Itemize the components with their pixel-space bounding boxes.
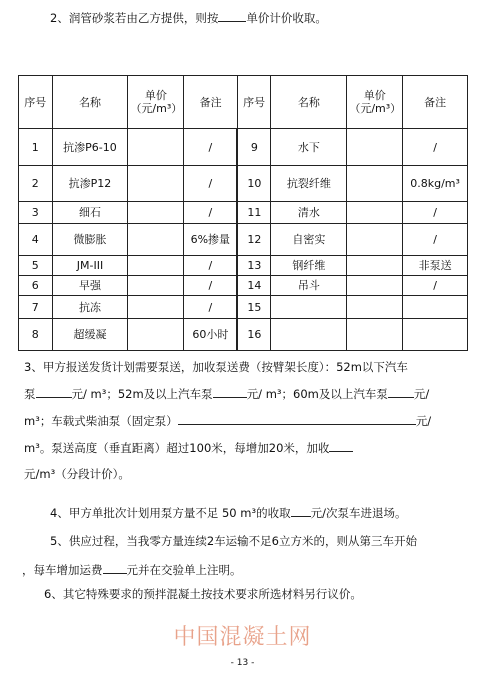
cell-no: 12 [237,224,271,256]
cell-price [347,276,403,296]
cell-remark: / [184,296,238,319]
intro-text-before: 2、润管砂浆若由乙方提供，则按 [50,11,219,25]
cell-price [347,129,403,166]
cell-price [128,224,184,256]
cell-no: 8 [19,319,53,351]
pump-text: 元/ [413,387,430,401]
cell-price [128,256,184,276]
cell-name: 吊斗 [271,276,347,296]
cell-remark: / [184,202,238,224]
cell-remark: / [184,166,238,202]
header-price: 单价（元/m³） [347,76,403,129]
pump-text: 元/m³（分段计价）。 [24,467,130,481]
header-remark: 备注 [403,76,468,129]
item4-text: 元/次泵车进退场。 [310,506,407,520]
cell-remark [403,319,468,351]
cell-no: 16 [237,319,271,351]
pump-text: 元/ m³；52m及以上汽车泵 [71,387,213,401]
header-name: 名称 [52,76,128,129]
header-name: 名称 [271,76,347,129]
intro-line [50,9,327,26]
cell-remark: / [184,129,238,166]
pump-text: 元/ [415,414,432,428]
cell-remark: 0.8kg/m³ [403,166,468,202]
cell-name: 抗冻 [52,296,128,319]
item4-line [50,504,406,521]
pump-text: m³；车载式柴油泵（固定泵） [24,414,178,428]
cell-no: 14 [237,276,271,296]
table-header-row [19,76,468,129]
cell-remark: / [403,224,468,256]
cell-price [347,166,403,202]
header-price: 单价（元/m³） [128,76,184,129]
blank-field [218,9,246,22]
site-watermark: 中国混凝土网 [173,625,312,650]
header-no: 序号 [19,76,53,129]
table-row [19,319,468,351]
table-row [19,256,468,276]
table-row [19,296,468,319]
pump-text: m³。泵送高度（垂直距离）超过100米，每增加20米，加收 [24,441,330,455]
blank-field [329,439,353,452]
cell-price [347,202,403,224]
cell-name: 抗渗P12 [52,166,128,202]
cell-name: 抗渗P6-10 [52,129,128,166]
cell-no: 2 [19,166,53,202]
cell-name: 清水 [271,202,347,224]
item5-text: 5、供应过程，当我零方量连续2车运输不足6立方米的，则从第三车开始 [50,534,417,548]
item5-line-2 [22,561,242,578]
cell-remark: 非泵送 [403,256,468,276]
cell-name: 自密实 [271,224,347,256]
item5-text: ，每车增加运费 [22,563,103,577]
cell-remark: / [403,276,468,296]
cell-price [128,129,184,166]
cell-remark: 60小时 [184,319,238,351]
blank-field [291,504,311,517]
item6-text: 6、其它特殊要求的预拌混凝土按技术要求所选材料另行议价。 [44,587,362,601]
cell-price [128,319,184,351]
cell-no: 4 [19,224,53,256]
cell-no: 10 [237,166,271,202]
pump-text: 3、甲方报送发货计划需要泵送，加收泵送费（按臂架长度）：52m以下汽车 [24,360,408,374]
cell-price [347,319,403,351]
cell-remark [403,296,468,319]
blank-field [103,561,127,574]
table-row [19,129,468,166]
item5-line-1 [50,533,417,549]
table-row [19,224,468,256]
blank-field [213,385,247,398]
cell-no: 3 [19,202,53,224]
cell-price [128,276,184,296]
cell-price [347,224,403,256]
cell-no: 5 [19,256,53,276]
pump-text: 元/ m³；60m及以上汽车泵 [246,387,388,401]
pump-line-1 [24,359,408,375]
item6-line [44,586,362,602]
pump-line-3 [24,412,431,429]
cell-remark: / [403,202,468,224]
cell-no: 7 [19,296,53,319]
cell-no: 9 [237,129,271,166]
pump-text: 泵 [24,387,36,401]
cell-no: 11 [237,202,271,224]
cell-name [271,319,347,351]
item5-text: 元并在交验单上注明。 [126,563,242,577]
cell-remark: / [184,256,238,276]
item4-text: 4、甲方单批次计划用泵方量不足 50 m³的收取 [50,506,291,520]
blank-field [36,385,72,398]
table-row [19,166,468,202]
cell-no: 15 [237,296,271,319]
cell-name: 水下 [271,129,347,166]
cell-no: 6 [19,276,53,296]
cell-price [347,296,403,319]
cell-no: 13 [237,256,271,276]
cell-name: 钢纤维 [271,256,347,276]
cell-remark: 6%掺量 [184,224,238,256]
page-number: - 13 - [230,658,255,668]
header-no: 序号 [237,76,271,129]
cell-name: 细石 [52,202,128,224]
cell-name: 抗裂纤维 [271,166,347,202]
cell-name [271,296,347,319]
cell-price [347,256,403,276]
cell-no: 1 [19,129,53,166]
pump-line-4 [24,439,353,456]
cell-price [128,296,184,319]
cell-price [128,202,184,224]
concrete-price-table [18,75,468,351]
blank-field [388,385,414,398]
cell-price [128,166,184,202]
cell-remark: / [403,129,468,166]
blank-field [178,412,416,425]
cell-name: 早强 [52,276,128,296]
cell-name: 微膨胀 [52,224,128,256]
table-row [19,202,468,224]
cell-remark: / [184,276,238,296]
table-row [19,276,468,296]
pump-line-5 [24,466,130,482]
intro-text-after: 单价计价收取。 [246,11,327,25]
cell-name: 超缓凝 [52,319,128,351]
cell-name: JM-III [52,256,128,276]
pump-line-2 [24,385,429,402]
header-remark: 备注 [184,76,238,129]
